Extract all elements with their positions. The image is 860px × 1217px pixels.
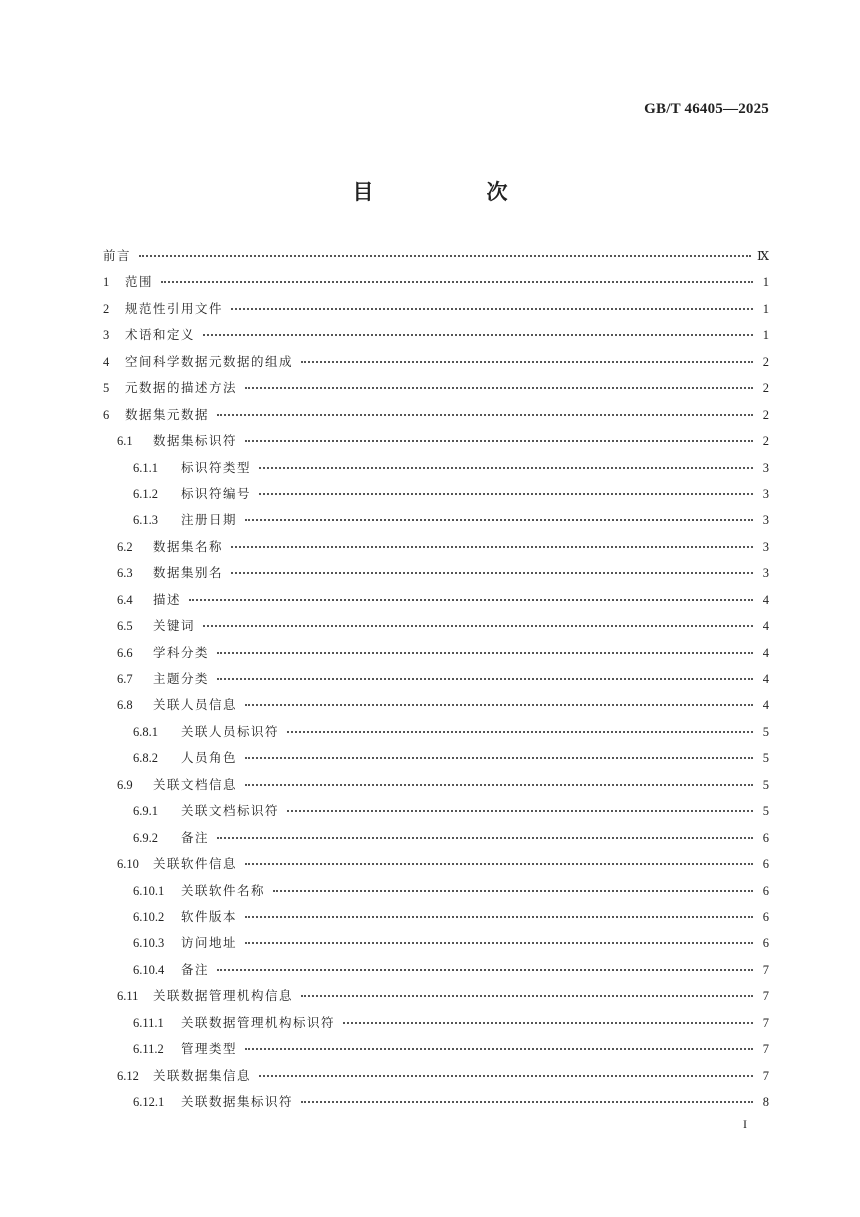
- dot-leader: [217, 414, 753, 416]
- dot-leader: [161, 281, 753, 283]
- dot-leader: [245, 863, 753, 865]
- toc-page-number: 7: [762, 989, 769, 1004]
- toc-page-number: 7: [762, 1015, 769, 1030]
- toc-page-number: 4: [762, 592, 769, 607]
- dot-leader: [217, 652, 753, 654]
- toc-entry[interactable]: [103, 878, 769, 904]
- toc-section-number: 6.10.4: [133, 962, 165, 977]
- toc-entry[interactable]: [103, 666, 769, 692]
- dot-leader: [301, 995, 753, 997]
- toc-entry[interactable]: [103, 560, 769, 586]
- toc-section-title: 备注: [181, 961, 210, 977]
- toc-section-number: 4: [103, 354, 110, 369]
- toc-section-title: 注册日期: [181, 512, 238, 528]
- toc-entry[interactable]: [103, 904, 769, 930]
- dot-leader: [231, 572, 753, 574]
- toc-entry[interactable]: [103, 745, 769, 771]
- toc-entry[interactable]: [103, 772, 769, 798]
- dot-leader: [217, 678, 753, 680]
- toc-section-number: 6.3: [117, 566, 133, 581]
- toc-entry[interactable]: [103, 957, 769, 983]
- toc-page-number: 6: [762, 830, 769, 845]
- toc-section-number: 6: [103, 407, 110, 422]
- toc-section-title: 人员角色: [181, 750, 238, 766]
- toc-section-title: 前言: [103, 248, 132, 263]
- dot-leader: [203, 334, 753, 336]
- toc-section-title: 关联数据集标识符: [181, 1094, 294, 1109]
- toc-section-title: 数据集别名: [153, 565, 224, 581]
- toc-section-title: 标识符编号: [181, 485, 252, 501]
- toc-section-title: 关联软件信息: [153, 856, 238, 872]
- toc-page-number: 3: [762, 539, 769, 554]
- toc-page-number: 1: [762, 301, 769, 316]
- standard-code: GB/T 46405—2025: [644, 101, 769, 117]
- toc-page-number: 3: [762, 460, 769, 475]
- toc-page-number: 5: [762, 804, 769, 819]
- dot-leader: [245, 519, 753, 521]
- toc-section-title: 备注: [181, 829, 210, 845]
- toc-page-number: Ⅸ: [756, 249, 769, 263]
- toc-page-number: 1: [762, 275, 769, 290]
- toc-section-number: 5: [103, 381, 110, 396]
- dot-leader: [301, 1101, 753, 1103]
- dot-leader: [217, 837, 753, 839]
- toc-entry[interactable]: [103, 719, 769, 745]
- toc-section-title: 数据集标识符: [153, 433, 238, 449]
- dot-leader: [259, 467, 753, 469]
- toc-page-number: 5: [762, 777, 769, 792]
- toc-page-number: 3: [762, 513, 769, 528]
- toc-entry[interactable]: [103, 296, 769, 322]
- toc-section-title: 学科分类: [153, 644, 210, 660]
- dot-leader: [245, 440, 753, 442]
- toc-section-title: 关联文档标识符: [181, 803, 280, 819]
- toc-page-number: 2: [762, 381, 769, 396]
- toc-entry[interactable]: [103, 587, 769, 613]
- toc-section-title: 空间科学数据元数据的组成: [125, 353, 294, 369]
- toc-section-number: 6.10: [117, 857, 139, 872]
- toc-section-number: 6.4: [117, 592, 133, 607]
- toc-section-number: 6.6: [117, 645, 133, 660]
- toc-entry[interactable]: [103, 269, 769, 295]
- page-number: I: [743, 1117, 747, 1131]
- toc-page-number: 2: [762, 407, 769, 422]
- toc-section-number: 6.9: [117, 777, 133, 792]
- toc-section-title: 范围: [125, 274, 154, 290]
- toc-entry[interactable]: [103, 798, 769, 824]
- dot-leader: [245, 916, 753, 918]
- toc-entry[interactable]: [103, 243, 769, 269]
- toc-entry[interactable]: [103, 825, 769, 851]
- toc-entry[interactable]: [103, 534, 769, 560]
- dot-leader: [273, 890, 753, 892]
- toc-section-number: 6.11.1: [133, 1015, 164, 1030]
- dot-leader: [203, 625, 753, 627]
- toc-page-number: 3: [762, 486, 769, 501]
- table-of-contents: [103, 243, 769, 1115]
- toc-entry[interactable]: [103, 851, 769, 877]
- toc-entry[interactable]: [103, 1063, 769, 1089]
- toc-section-number: 6.10.1: [133, 883, 165, 898]
- toc-section-title: 描述: [153, 591, 182, 607]
- toc-entry[interactable]: [103, 692, 769, 718]
- toc-page-number: 4: [762, 645, 769, 660]
- toc-entry[interactable]: [103, 983, 769, 1009]
- toc-section-title: 规范性引用文件: [125, 300, 224, 316]
- toc-section-number: 6.7: [117, 672, 133, 686]
- dot-leader: [139, 255, 751, 257]
- toc-section-number: 1: [103, 275, 110, 290]
- toc-section-number: 6.1: [117, 434, 133, 449]
- toc-section-number: 3: [103, 328, 110, 343]
- toc-section-title: 关联软件名称: [181, 882, 266, 898]
- toc-section-number: 6.9.1: [133, 804, 158, 819]
- toc-entry[interactable]: [103, 1036, 769, 1062]
- toc-page-number: 3: [762, 566, 769, 581]
- toc-section-number: 6.11.2: [133, 1042, 164, 1057]
- dot-leader: [343, 1022, 753, 1024]
- toc-entry[interactable]: [103, 402, 769, 428]
- toc-section-title: 管理类型: [181, 1041, 238, 1057]
- toc-page-number: 4: [762, 619, 769, 634]
- toc-page-number: 2: [762, 354, 769, 369]
- toc-section-number: 6.8: [117, 698, 133, 713]
- toc-page-number: 2: [762, 434, 769, 449]
- toc-section-number: 6.1.3: [133, 513, 158, 528]
- toc-section-title: 关键词: [153, 618, 196, 634]
- dot-leader: [245, 784, 753, 786]
- dot-leader: [259, 493, 753, 495]
- toc-section-title: 访问地址: [181, 935, 238, 951]
- toc-entry[interactable]: [103, 930, 769, 956]
- toc-section-title: 关联人员信息: [153, 697, 238, 713]
- toc-page-number: 7: [762, 1068, 769, 1083]
- toc-section-title: 软件版本: [181, 908, 238, 924]
- toc-page-number: 6: [762, 936, 769, 951]
- toc-section-number: 6.11: [117, 989, 139, 1004]
- toc-section-number: 2: [103, 301, 110, 316]
- toc-section-title: 术语和定义: [125, 327, 196, 343]
- toc-section-number: 6.10.3: [133, 936, 165, 951]
- dot-leader: [245, 1048, 753, 1050]
- toc-page-number: 1: [762, 328, 769, 343]
- toc-section-title: 数据集元数据: [125, 406, 210, 422]
- toc-entry[interactable]: [103, 507, 769, 533]
- dot-leader: [245, 942, 753, 944]
- dot-leader: [231, 546, 753, 548]
- toc-page-number: 6: [762, 909, 769, 924]
- dot-leader: [287, 810, 753, 812]
- toc-page-number: 7: [762, 1042, 769, 1057]
- toc-section-number: 6.12: [117, 1068, 139, 1083]
- toc-page-number: 7: [762, 962, 769, 977]
- toc-page-number: 6: [762, 857, 769, 872]
- dot-leader: [231, 308, 753, 310]
- toc-section-number: 6.1.2: [133, 486, 158, 501]
- toc-section-title: 数据集名称: [153, 538, 224, 554]
- dot-leader: [287, 731, 753, 733]
- toc-section-number: 6.1.1: [133, 460, 158, 475]
- toc-section-title: 标识符类型: [181, 459, 252, 475]
- toc-entry[interactable]: [103, 375, 769, 401]
- toc-section-number: 6.8.1: [133, 724, 158, 739]
- toc-section-title: 关联数据集信息: [153, 1067, 252, 1083]
- dot-leader: [245, 704, 753, 706]
- toc-section-number: 6.12.1: [133, 1095, 165, 1109]
- toc-page-number: 4: [762, 672, 769, 686]
- toc-page-number: 5: [762, 751, 769, 766]
- toc-section-number: 6.10.2: [133, 909, 165, 924]
- toc-entry[interactable]: [103, 1089, 769, 1115]
- toc-page-number: 5: [762, 724, 769, 739]
- dot-leader: [189, 599, 753, 601]
- toc-entry[interactable]: [103, 640, 769, 666]
- toc-entry[interactable]: [103, 428, 769, 454]
- toc-entry[interactable]: [103, 322, 769, 348]
- toc-section-title: 主题分类: [153, 671, 210, 686]
- dot-leader: [245, 757, 753, 759]
- dot-leader: [245, 387, 753, 389]
- toc-section-number: 6.9.2: [133, 830, 158, 845]
- dot-leader: [259, 1075, 753, 1077]
- toc-page-number: 4: [762, 698, 769, 713]
- toc-entry[interactable]: [103, 1010, 769, 1036]
- toc-entry[interactable]: [103, 455, 769, 481]
- toc-entry[interactable]: [103, 613, 769, 639]
- toc-section-title: 元数据的描述方法: [125, 380, 238, 396]
- toc-section-number: 6.5: [117, 619, 133, 634]
- toc-title: 目 次: [352, 180, 554, 204]
- dot-leader: [301, 361, 753, 363]
- toc-section-title: 关联数据管理机构标识符: [181, 1014, 336, 1030]
- toc-section-number: 6.2: [117, 539, 133, 554]
- dot-leader: [217, 969, 753, 971]
- toc-section-title: 关联文档信息: [153, 776, 238, 792]
- toc-entry[interactable]: [103, 481, 769, 507]
- toc-section-title: 关联数据管理机构信息: [153, 988, 294, 1004]
- toc-entry[interactable]: [103, 349, 769, 375]
- toc-section-number: 6.8.2: [133, 751, 158, 766]
- toc-page-number: 8: [762, 1095, 769, 1109]
- toc-page-number: 6: [762, 883, 769, 898]
- toc-section-title: 关联人员标识符: [181, 723, 280, 739]
